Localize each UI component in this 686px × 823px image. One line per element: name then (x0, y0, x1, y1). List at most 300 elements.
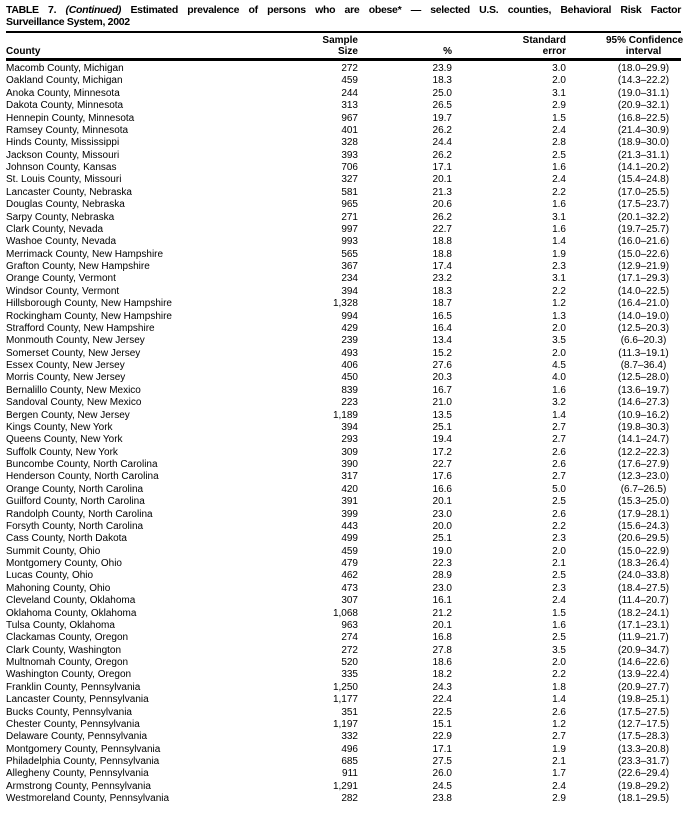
table-row (6, 756, 681, 768)
confidence-interval-cell: (20.9–32.1) (617, 100, 670, 112)
standard-error-cell: 1.9 (552, 248, 566, 260)
confidence-interval-cell: (10.9–16.2) (617, 409, 670, 421)
percent-cell: 27.8 (432, 644, 452, 656)
sample-size-cell: 272 (341, 644, 358, 656)
county-cell: Clark County, Nevada (6, 223, 104, 235)
standard-error-cell: 2.9 (552, 793, 566, 805)
table-row (6, 632, 681, 644)
sample-size-cell: 239 (341, 335, 358, 347)
sample-size-cell: 420 (341, 483, 358, 495)
table-row (6, 731, 681, 743)
sample-size-cell: 706 (341, 162, 358, 173)
standard-error-cell: 1.4 (552, 694, 566, 706)
sample-size-cell: 1,250 (332, 681, 358, 693)
county-cell: Hillsborough County, New Hampshire (6, 298, 172, 310)
header-row-1 (6, 33, 681, 46)
percent-cell: 24.4 (432, 137, 452, 149)
table-row (6, 608, 681, 620)
percent-cell: 18.8 (432, 248, 452, 260)
confidence-interval-cell: (20.9–27.7) (617, 681, 670, 693)
county-cell: Kings County, New York (6, 421, 113, 433)
standard-error-cell: 2.0 (552, 75, 566, 87)
table-row (6, 781, 681, 793)
col-header-county: County (6, 46, 302, 60)
county-cell: Macomb County, Michigan (6, 63, 124, 74)
table-row (6, 249, 681, 261)
confidence-interval-cell: (17.0–25.5) (617, 186, 670, 198)
county-cell: Somerset County, New Jersey (6, 347, 141, 359)
standard-error-cell: 2.7 (552, 421, 566, 433)
sample-size-cell: 307 (341, 595, 358, 607)
sample-size-cell: 272 (341, 63, 358, 74)
table-row (6, 583, 681, 595)
sample-size-cell: 234 (341, 273, 358, 285)
county-cell: Douglas County, Nebraska (6, 199, 125, 211)
sample-size-cell: 335 (341, 669, 358, 681)
sample-size-cell: 479 (341, 558, 358, 569)
county-cell: Montgomery County, Ohio (6, 558, 122, 569)
county-cell: Armstrong County, Pennsylvania (6, 780, 151, 792)
sample-size-cell: 997 (341, 223, 358, 235)
percent-cell: 17.4 (432, 261, 452, 272)
confidence-interval-cell: (6.7–26.5) (620, 483, 667, 495)
standard-error-cell: 1.6 (552, 384, 566, 396)
percent-cell: 25.1 (432, 421, 452, 433)
percent-cell: 28.9 (432, 570, 452, 582)
county-cell: Forsyth County, North Carolina (6, 520, 144, 532)
confidence-interval-cell: (20.9–34.7) (617, 644, 670, 656)
table-row (6, 311, 681, 323)
confidence-interval-cell: (18.2–24.1) (617, 607, 670, 619)
sample-size-cell: 313 (341, 100, 358, 112)
county-cell: Multnomah County, Oregon (6, 657, 129, 668)
standard-error-cell: 1.7 (552, 768, 566, 780)
confidence-interval-cell: (18.0–29.9) (617, 63, 670, 74)
standard-error-cell: 4.5 (552, 360, 566, 371)
confidence-interval-cell: (20.1–32.2) (617, 211, 670, 223)
sample-size-cell: 581 (341, 186, 358, 198)
table-row (6, 657, 681, 669)
percent-cell: 26.2 (432, 211, 452, 223)
standard-error-cell: 2.9 (552, 100, 566, 112)
standard-error-cell: 1.5 (552, 607, 566, 619)
col-header-se-line2: error (452, 46, 566, 60)
table-row (6, 694, 681, 706)
table-row (6, 484, 681, 496)
sample-size-cell: 1,068 (332, 607, 358, 619)
table-title (6, 4, 681, 33)
sample-size-cell: 965 (341, 199, 358, 211)
standard-error-cell: 2.5 (552, 496, 566, 508)
col-header-percent-spacer (358, 33, 452, 46)
table-row (6, 509, 681, 521)
standard-error-cell: 3.2 (552, 397, 566, 409)
percent-cell: 16.7 (432, 384, 452, 396)
table-row (6, 397, 681, 409)
sample-size-cell: 282 (341, 793, 358, 805)
sample-size-cell: 565 (341, 248, 358, 260)
table-row (6, 298, 681, 310)
percent-cell: 25.0 (432, 87, 452, 99)
table-row (6, 385, 681, 397)
county-cell: Westmoreland County, Pennsylvania (6, 793, 170, 805)
county-cell: Rockingham County, New Hampshire (6, 310, 172, 322)
confidence-interval-cell: (23.3–31.7) (617, 756, 670, 767)
table-row (6, 546, 681, 558)
sample-size-cell: 685 (341, 756, 358, 767)
table-continued-marker: (Continued) (65, 4, 122, 16)
county-cell: Chester County, Pennsylvania (6, 718, 140, 730)
table-row (6, 570, 681, 582)
table-row (6, 595, 681, 607)
table-row (6, 348, 681, 360)
confidence-interval-cell: (18.3–26.4) (617, 558, 670, 569)
table-row (6, 422, 681, 434)
county-cell: Mahoning County, Ohio (6, 582, 111, 594)
percent-cell: 19.7 (432, 112, 452, 124)
confidence-interval-cell: (11.3–19.1) (618, 347, 669, 359)
standard-error-cell: 2.2 (552, 186, 566, 198)
county-cell: Randolph County, North Carolina (6, 508, 153, 520)
standard-error-cell: 1.6 (552, 162, 566, 173)
table-row (6, 744, 681, 756)
confidence-interval-cell: (19.7–25.7) (617, 223, 670, 235)
county-cell: Anoka County, Minnesota (6, 87, 120, 99)
percent-cell: 13.5 (432, 409, 452, 421)
percent-cell: 21.2 (432, 607, 452, 619)
table-title-line1 (6, 4, 681, 16)
sample-size-cell: 993 (341, 236, 358, 248)
confidence-interval-cell: (14.6–22.6) (617, 657, 670, 668)
sample-size-cell: 911 (342, 768, 358, 780)
percent-cell: 21.0 (432, 397, 452, 409)
sample-size-cell: 309 (341, 446, 358, 458)
county-cell: Dakota County, Minnesota (6, 100, 124, 112)
county-cell: Henderson County, North Carolina (6, 471, 159, 483)
confidence-interval-cell: (17.5–27.5) (617, 706, 670, 718)
standard-error-cell: 2.3 (552, 533, 566, 545)
county-cell: Clackamas County, Oregon (6, 632, 129, 644)
county-cell: Merrimack County, New Hampshire (6, 248, 164, 260)
standard-error-cell: 2.0 (552, 347, 566, 359)
standard-error-cell: 2.1 (552, 558, 566, 569)
confidence-interval-cell: (12.9–21.9) (617, 261, 670, 272)
standard-error-cell: 2.3 (552, 582, 566, 594)
table-row (6, 682, 681, 694)
sample-size-cell: 401 (341, 124, 358, 136)
table-row (6, 199, 681, 211)
percent-cell: 24.5 (432, 780, 452, 792)
percent-cell: 20.0 (432, 520, 452, 532)
sample-size-cell: 293 (341, 434, 358, 446)
percent-cell: 18.8 (432, 236, 452, 248)
sample-size-cell: 459 (341, 75, 358, 87)
percent-cell: 19.4 (432, 434, 452, 446)
percent-cell: 24.3 (432, 681, 452, 693)
percent-cell: 16.5 (432, 310, 452, 322)
percent-cell: 26.5 (432, 100, 452, 112)
confidence-interval-cell: (6.6–20.3) (620, 335, 667, 347)
standard-error-cell: 2.2 (552, 285, 566, 297)
standard-error-cell: 3.1 (552, 211, 566, 223)
table-title-line2: Surveillance System, 2002 (6, 16, 130, 28)
sample-size-cell: 459 (341, 545, 358, 557)
standard-error-cell: 2.7 (552, 471, 566, 483)
county-cell: Allegheny County, Pennsylvania (6, 768, 149, 780)
sample-size-cell: 367 (341, 261, 358, 272)
prevalence-table (6, 33, 684, 806)
sample-size-cell: 520 (341, 657, 358, 668)
col-header-ci-line2: interval (566, 46, 681, 60)
standard-error-cell: 2.2 (552, 669, 566, 681)
confidence-interval-cell: (19.8–29.2) (617, 780, 670, 792)
table-row (6, 224, 681, 236)
table-row (6, 719, 681, 731)
table-row (6, 471, 681, 483)
county-cell: Ramsey County, Minnesota (6, 124, 129, 136)
sample-size-cell: 493 (341, 347, 358, 359)
confidence-interval-cell: (21.3–31.1) (617, 149, 670, 161)
percent-cell: 23.0 (432, 582, 452, 594)
standard-error-cell: 2.0 (552, 545, 566, 557)
standard-error-cell: 1.4 (552, 409, 566, 421)
sample-size-cell: 1,177 (332, 694, 358, 706)
col-header-sample-line2: Size (302, 46, 358, 60)
confidence-interval-cell: (15.0–22.6) (617, 248, 670, 260)
county-cell: Washoe County, Nevada (6, 236, 117, 248)
sample-size-cell: 244 (341, 87, 358, 99)
standard-error-cell: 3.1 (552, 273, 566, 285)
col-header-se-line1: Standard (522, 35, 566, 46)
percent-cell: 18.2 (432, 669, 452, 681)
header-row-2 (6, 46, 681, 60)
standard-error-cell: 1.4 (552, 236, 566, 248)
sample-size-cell: 223 (341, 397, 358, 409)
sample-size-cell: 1,291 (332, 780, 358, 792)
confidence-interval-cell: (20.6–29.5) (617, 533, 670, 545)
county-cell: Cleveland County, Oklahoma (6, 595, 136, 607)
standard-error-cell: 1.8 (552, 681, 566, 693)
county-cell: Guilford County, North Carolina (6, 496, 145, 508)
table-row (6, 645, 681, 657)
sample-size-cell: 394 (341, 421, 358, 433)
sample-size-cell: 967 (341, 112, 358, 124)
sample-size-cell: 462 (341, 570, 358, 582)
sample-size-cell: 443 (341, 520, 358, 532)
sample-size-cell: 391 (341, 496, 358, 508)
sample-size-cell: 317 (341, 471, 358, 483)
col-header-county-spacer (6, 33, 302, 46)
table-body (6, 60, 681, 806)
confidence-interval-cell: (14.1–20.2) (617, 162, 670, 173)
sample-size-cell: 994 (341, 310, 358, 322)
percent-cell: 27.5 (432, 756, 452, 767)
county-cell: Bucks County, Pennsylvania (6, 706, 132, 718)
percent-cell: 22.9 (432, 731, 452, 743)
percent-cell: 22.3 (432, 558, 452, 569)
sample-size-cell: 473 (341, 582, 358, 594)
sample-size-cell: 271 (341, 211, 358, 223)
county-cell: Sarpy County, Nebraska (6, 211, 115, 223)
table-row (6, 372, 681, 384)
county-cell: St. Louis County, Missouri (6, 174, 122, 186)
county-cell: Lancaster County, Nebraska (6, 186, 132, 198)
standard-error-cell: 2.3 (552, 261, 566, 272)
confidence-interval-cell: (16.0–21.6) (617, 236, 670, 248)
county-cell: Jackson County, Missouri (6, 149, 120, 161)
confidence-interval-cell: (13.6–19.7) (617, 384, 670, 396)
standard-error-cell: 2.8 (552, 137, 566, 149)
county-cell: Johnson County, Kansas (6, 162, 117, 173)
table-row (6, 162, 681, 174)
table-row (6, 793, 681, 805)
percent-cell: 16.1 (432, 595, 452, 607)
table-row (6, 125, 681, 137)
standard-error-cell: 2.4 (552, 780, 566, 792)
sample-size-cell: 328 (341, 137, 358, 149)
county-cell: Tulsa County, Oklahoma (6, 619, 115, 631)
county-cell: Grafton County, New Hampshire (6, 261, 150, 272)
table-row (6, 273, 681, 285)
standard-error-cell: 1.2 (552, 298, 566, 310)
sample-size-cell: 327 (341, 174, 358, 186)
standard-error-cell: 3.5 (552, 335, 566, 347)
confidence-interval-cell: (13.3–20.8) (617, 743, 670, 755)
percent-cell: 23.0 (432, 508, 452, 520)
percent-cell: 18.3 (432, 75, 452, 87)
standard-error-cell: 2.4 (552, 124, 566, 136)
county-cell: Summit County, Ohio (6, 545, 101, 557)
percent-cell: 18.3 (432, 285, 452, 297)
percent-cell: 15.1 (432, 718, 452, 730)
table-row (6, 150, 681, 162)
confidence-interval-cell: (11.4–20.7) (618, 595, 669, 607)
col-header-ci-line1: 95% Confidence (606, 35, 684, 46)
confidence-interval-cell: (12.5–20.3) (617, 322, 670, 334)
standard-error-cell: 3.0 (552, 63, 566, 74)
standard-error-cell: 1.6 (552, 199, 566, 211)
table-row (6, 459, 681, 471)
confidence-interval-cell: (19.8–30.3) (617, 421, 670, 433)
confidence-interval-cell: (17.5–23.7) (617, 199, 670, 211)
percent-cell: 18.7 (432, 298, 452, 310)
confidence-interval-cell: (13.9–22.4) (617, 669, 670, 681)
confidence-interval-cell: (12.3–23.0) (617, 471, 670, 483)
confidence-interval-cell: (15.6–24.3) (617, 520, 670, 532)
confidence-interval-cell: (14.0–19.0) (617, 310, 670, 322)
county-cell: Montgomery County, Pennsylvania (6, 743, 161, 755)
confidence-interval-cell: (14.1–24.7) (617, 434, 670, 446)
county-cell: Oakland County, Michigan (6, 75, 123, 87)
percent-cell: 26.0 (432, 768, 452, 780)
percent-cell: 20.1 (432, 496, 452, 508)
standard-error-cell: 2.6 (552, 706, 566, 718)
table-row (6, 360, 681, 372)
standard-error-cell: 2.6 (552, 446, 566, 458)
percent-cell: 23.9 (432, 63, 452, 74)
percent-cell: 16.6 (432, 483, 452, 495)
confidence-interval-cell: (12.2–22.3) (617, 446, 670, 458)
county-cell: Windsor County, Vermont (6, 285, 120, 297)
sample-size-cell: 393 (341, 149, 358, 161)
table-row (6, 323, 681, 335)
percent-cell: 22.4 (432, 694, 452, 706)
percent-cell: 17.2 (432, 446, 452, 458)
confidence-interval-cell: (12.5–28.0) (617, 372, 670, 384)
confidence-interval-cell: (15.4–24.8) (617, 174, 670, 186)
standard-error-cell: 2.4 (552, 174, 566, 186)
percent-cell: 20.6 (432, 199, 452, 211)
standard-error-cell: 2.0 (552, 322, 566, 334)
table-row (6, 88, 681, 100)
percent-cell: 20.1 (432, 174, 452, 186)
table-row (6, 286, 681, 298)
confidence-interval-cell: (11.9–21.7) (618, 632, 669, 644)
standard-error-cell: 2.6 (552, 459, 566, 470)
confidence-interval-cell: (14.3–22.2) (617, 75, 670, 87)
table-row (6, 60, 681, 76)
standard-error-cell: 1.2 (552, 718, 566, 730)
standard-error-cell: 2.6 (552, 508, 566, 520)
sample-size-cell: 429 (341, 322, 358, 334)
sample-size-cell: 390 (341, 459, 358, 470)
standard-error-cell: 1.9 (552, 743, 566, 755)
confidence-interval-cell: (12.7–17.5) (617, 718, 670, 730)
sample-size-cell: 351 (341, 706, 358, 718)
percent-cell: 22.5 (432, 706, 452, 718)
percent-cell: 23.2 (432, 273, 452, 285)
county-cell: Orange County, North Carolina (6, 483, 144, 495)
percent-cell: 26.2 (432, 149, 452, 161)
percent-cell: 16.8 (432, 632, 452, 644)
confidence-interval-cell: (24.0–33.8) (617, 570, 670, 582)
sample-size-cell: 963 (341, 619, 358, 631)
col-header-percent: % (358, 46, 452, 60)
county-cell: Oklahoma County, Oklahoma (6, 607, 137, 619)
standard-error-cell: 1.6 (552, 619, 566, 631)
percent-cell: 21.3 (432, 186, 452, 198)
sample-size-cell: 1,328 (332, 298, 358, 310)
county-cell: Lucas County, Ohio (6, 570, 94, 582)
county-cell: Sandoval County, New Mexico (6, 397, 142, 409)
table-row (6, 533, 681, 545)
confidence-interval-cell: (19.8–25.1) (617, 694, 670, 706)
confidence-interval-cell: (15.0–22.9) (617, 545, 670, 557)
standard-error-cell: 1.5 (552, 112, 566, 124)
table-row (6, 620, 681, 632)
county-cell: Queens County, New York (6, 434, 123, 446)
table-row (6, 335, 681, 347)
standard-error-cell: 3.1 (552, 87, 566, 99)
county-cell: Hennepin County, Minnesota (6, 112, 135, 124)
percent-cell: 23.8 (432, 793, 452, 805)
county-cell: Philadelphia County, Pennsylvania (6, 756, 160, 767)
confidence-interval-cell: (8.7–36.4) (620, 360, 667, 371)
sample-size-cell: 1,197 (332, 718, 358, 730)
confidence-interval-cell: (19.0–31.1) (617, 87, 670, 99)
table-title-text: Estimated prevalence of persons who are obese* — selected U.S. counties, Behavioral Risk Factor (130, 4, 681, 16)
county-cell: Cass County, North Dakota (6, 533, 127, 545)
standard-error-cell: 2.7 (552, 434, 566, 446)
confidence-interval-cell: (17.6–27.9) (617, 459, 670, 470)
percent-cell: 18.6 (432, 657, 452, 668)
standard-error-cell: 3.5 (552, 644, 566, 656)
county-cell: Hinds County, Mississippi (6, 137, 120, 149)
percent-cell: 22.7 (432, 459, 452, 470)
county-cell: Strafford County, New Hampshire (6, 322, 155, 334)
county-cell: Orange County, Vermont (6, 273, 116, 285)
percent-cell: 26.2 (432, 124, 452, 136)
